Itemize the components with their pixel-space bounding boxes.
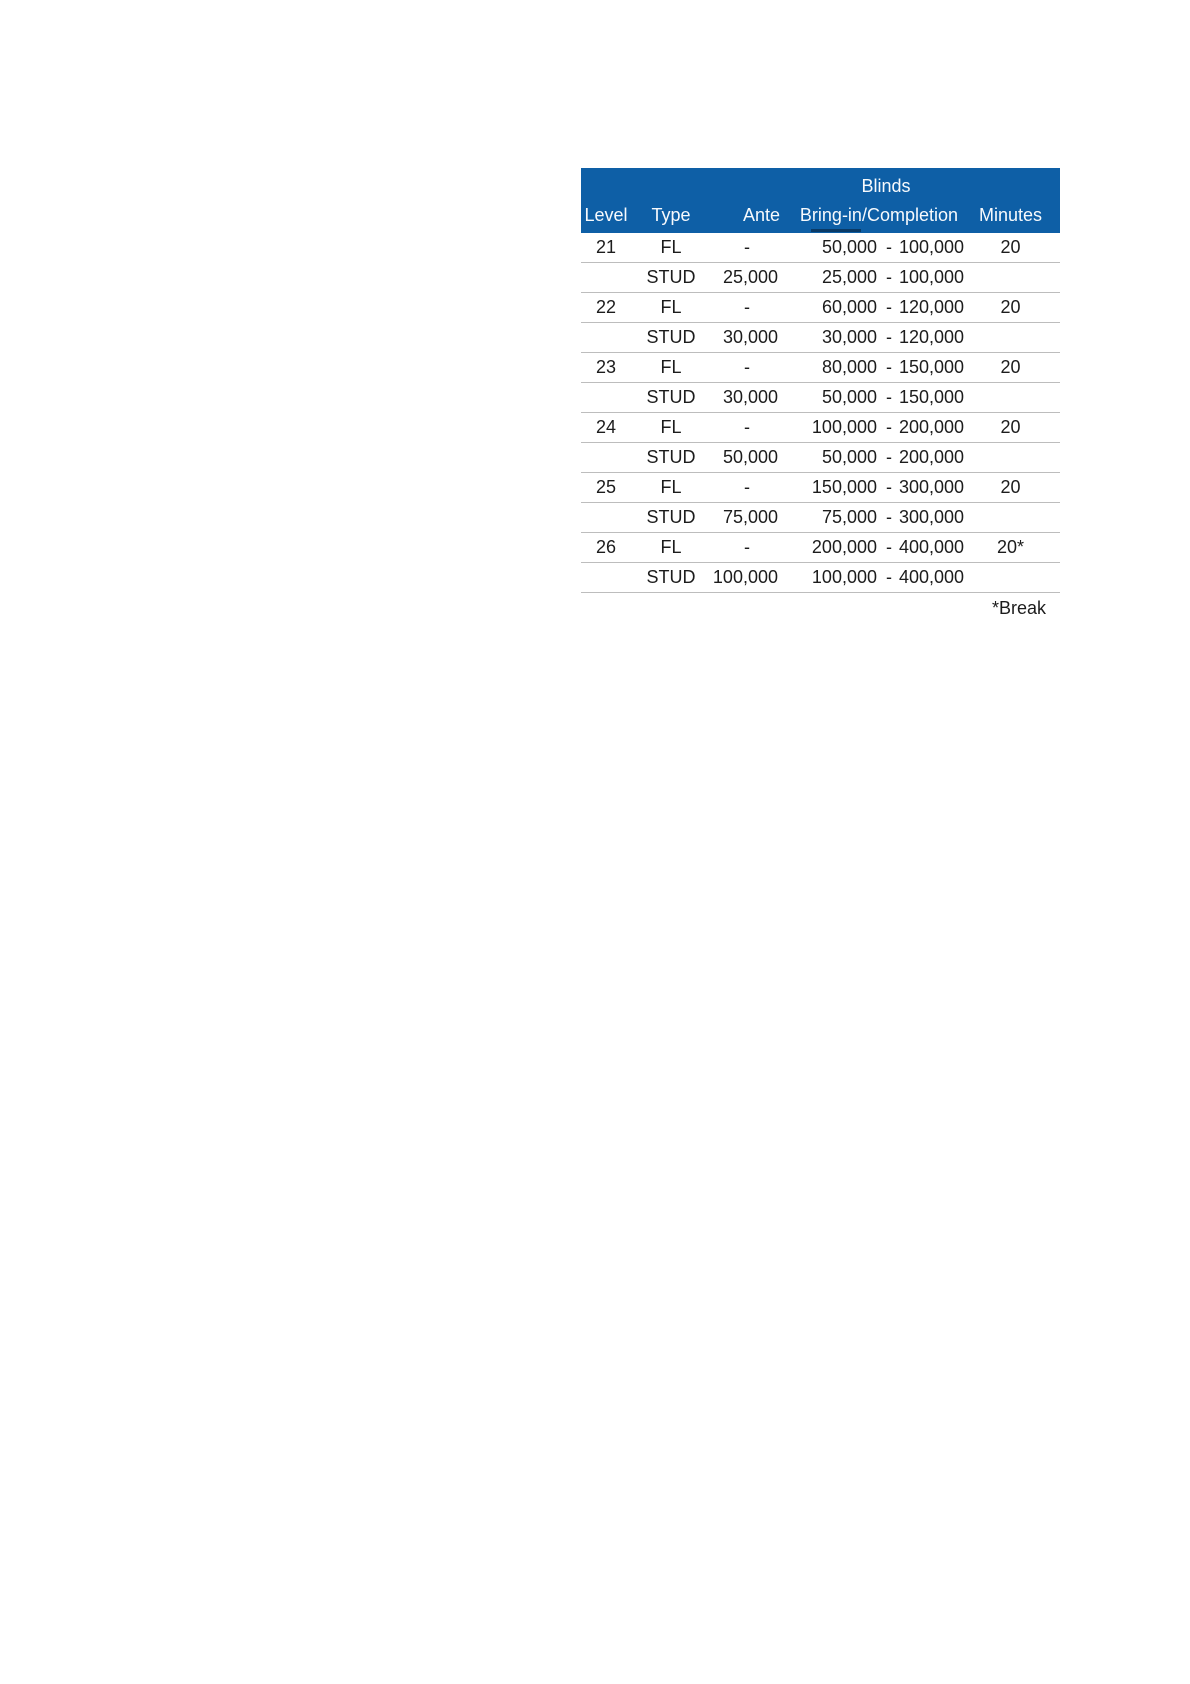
bring-in-low-cell: 50,000	[821, 387, 877, 407]
column-header-minutes: Minutes	[978, 205, 1043, 225]
table-row	[581, 443, 1060, 473]
level-cell	[581, 383, 631, 412]
bring-in-high-cell: 150,000	[899, 357, 965, 377]
table-body	[581, 233, 1060, 593]
type-cell: STUD	[646, 447, 696, 467]
bring-in-high-cell: 100,000	[899, 237, 965, 257]
bring-in-low-cell: 100,000	[811, 417, 877, 437]
level-cell: 24	[595, 417, 617, 437]
level-cell: 26	[595, 537, 617, 557]
table-row	[581, 383, 1060, 413]
type-cell: FL	[660, 537, 682, 557]
ante-cell: -	[744, 357, 750, 377]
bring-in-low-cell: 50,000	[821, 237, 877, 257]
level-cell	[581, 263, 631, 292]
column-header-ante: Ante	[742, 205, 780, 225]
range-dash: -	[886, 267, 892, 287]
level-cell: 25	[595, 477, 617, 497]
type-cell: STUD	[646, 267, 696, 287]
bring-in-low-cell: 75,000	[821, 507, 877, 527]
minutes-cell	[961, 323, 1060, 352]
range-dash: -	[886, 417, 892, 437]
header-underline-mark	[811, 229, 861, 232]
table-row	[581, 263, 1060, 293]
type-cell: FL	[660, 417, 682, 437]
column-header-bring-in-completion: Bring-in/Completion	[799, 205, 958, 225]
type-cell: STUD	[646, 507, 696, 527]
minutes-cell: 20	[1000, 477, 1021, 497]
ante-cell: -	[744, 417, 750, 437]
minutes-cell: 20*	[996, 537, 1025, 557]
range-dash: -	[886, 507, 892, 527]
range-dash: -	[886, 327, 892, 347]
bring-in-low-cell: 100,000	[811, 567, 877, 587]
ante-cell: 30,000	[722, 327, 778, 347]
bring-in-high-cell: 120,000	[899, 327, 965, 347]
blinds-group-row	[581, 168, 1060, 200]
table-row	[581, 233, 1060, 263]
range-dash: -	[886, 387, 892, 407]
bring-in-high-cell: 150,000	[899, 387, 965, 407]
table-header	[581, 168, 1060, 233]
bring-in-high-cell: 400,000	[899, 567, 965, 587]
range-dash: -	[886, 447, 892, 467]
blinds-group-label: Blinds	[861, 176, 911, 196]
ante-cell: 50,000	[722, 447, 778, 467]
ante-cell: -	[744, 477, 750, 497]
minutes-cell: 20	[1000, 297, 1021, 317]
break-footnote: *Break	[991, 598, 1046, 618]
bring-in-low-cell: 150,000	[811, 477, 877, 497]
minutes-cell	[961, 503, 1060, 532]
table-row	[581, 473, 1060, 503]
level-cell	[581, 443, 631, 472]
type-cell: STUD	[646, 387, 696, 407]
ante-cell: -	[744, 237, 750, 257]
bring-in-low-cell: 25,000	[821, 267, 877, 287]
range-dash: -	[886, 297, 892, 317]
minutes-cell	[961, 383, 1060, 412]
table-row	[581, 293, 1060, 323]
level-cell: 22	[595, 297, 617, 317]
bring-in-high-cell: 300,000	[899, 507, 965, 527]
bring-in-high-cell: 200,000	[899, 417, 965, 437]
minutes-cell: 20	[1000, 417, 1021, 437]
ante-cell: -	[744, 297, 750, 317]
range-dash: -	[886, 237, 892, 257]
type-cell: FL	[660, 297, 682, 317]
ante-cell: 100,000	[712, 567, 778, 587]
type-cell: FL	[660, 237, 682, 257]
bring-in-high-cell: 300,000	[899, 477, 965, 497]
level-cell: 21	[595, 237, 617, 257]
minutes-cell	[961, 443, 1060, 472]
table-row	[581, 353, 1060, 383]
bring-in-high-cell: 120,000	[899, 297, 965, 317]
ante-cell: 75,000	[722, 507, 778, 527]
range-dash: -	[886, 567, 892, 587]
bring-in-low-cell: 80,000	[821, 357, 877, 377]
minutes-cell	[961, 563, 1060, 592]
bring-in-low-cell: 200,000	[811, 537, 877, 557]
bring-in-low-cell: 30,000	[821, 327, 877, 347]
bring-in-low-cell: 50,000	[821, 447, 877, 467]
minutes-cell	[961, 263, 1060, 292]
blind-structure-table	[581, 168, 1060, 623]
ante-cell: -	[744, 537, 750, 557]
type-cell: FL	[660, 357, 682, 377]
table-row	[581, 323, 1060, 353]
bring-in-low-cell: 60,000	[821, 297, 877, 317]
range-dash: -	[886, 477, 892, 497]
type-cell: FL	[660, 477, 682, 497]
ante-cell: 25,000	[722, 267, 778, 287]
bring-in-high-cell: 200,000	[899, 447, 965, 467]
column-header-level: Level	[584, 205, 628, 225]
bring-in-high-cell: 400,000	[899, 537, 965, 557]
ante-cell: 30,000	[722, 387, 778, 407]
level-cell: 23	[595, 357, 617, 377]
table-row	[581, 503, 1060, 533]
table-row	[581, 533, 1060, 563]
level-cell	[581, 503, 631, 532]
type-cell: STUD	[646, 327, 696, 347]
type-cell: STUD	[646, 567, 696, 587]
column-header-type: Type	[651, 205, 691, 225]
minutes-cell: 20	[1000, 357, 1021, 377]
minutes-cell: 20	[1000, 237, 1021, 257]
range-dash: -	[886, 537, 892, 557]
bring-in-high-cell: 100,000	[899, 267, 965, 287]
level-cell	[581, 563, 631, 592]
level-cell	[581, 323, 631, 352]
range-dash: -	[886, 357, 892, 377]
table-row	[581, 413, 1060, 443]
table-row	[581, 563, 1060, 593]
